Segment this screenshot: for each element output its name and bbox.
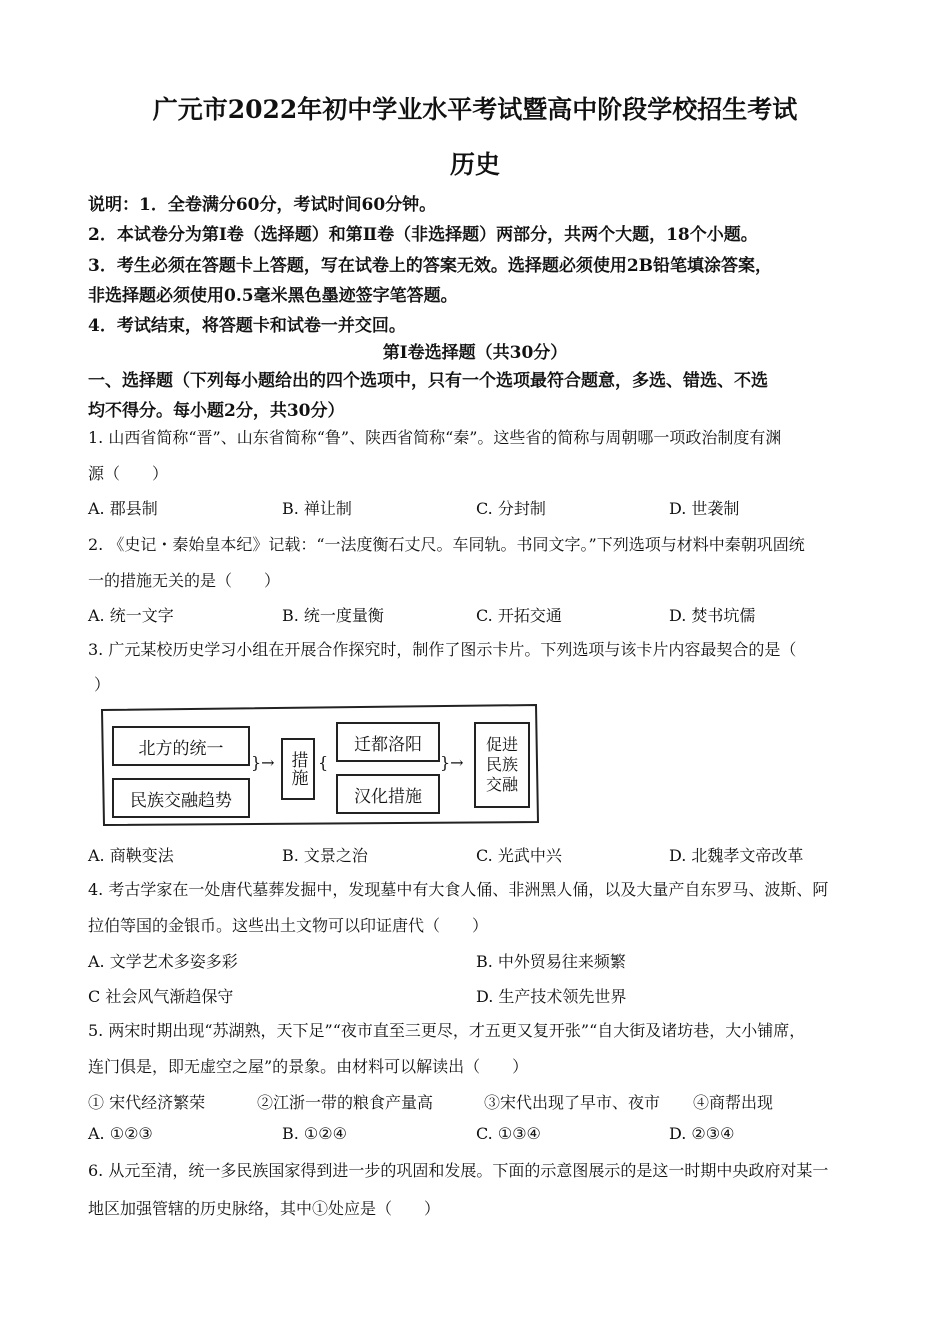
q1-option-b: B. 禅让制 xyxy=(282,499,352,518)
q2-stem-line1: 2. 《史记・秦始皇本纪》记载：“一法度衡石丈尺。车同轨。书同文字。”下列选项与材料中秦朝巩固统 xyxy=(88,535,805,554)
q2-stem-line2: 一的措施无关的是（ ） xyxy=(88,571,281,590)
section-heading-line2: 均不得分。每小题2分，共30分） xyxy=(88,401,345,421)
q6-stem-line1: 6. 从元至清，统一多民族国家得到进一步的巩固和发展。下面的示意图展示的是这一时期中央政府对某一 xyxy=(88,1161,829,1180)
q1-option-a: A. 郡县制 xyxy=(88,499,158,518)
figure-box-move-capital: 迁都洛阳 xyxy=(336,722,440,762)
q3-option-d: D. 北魏孝文帝改革 xyxy=(669,846,804,865)
figure-box-sinicization: 汉化措施 xyxy=(336,774,440,814)
instruction-4: 非选择题必须使用0.5毫米黑色墨迹签字笔答题。 xyxy=(88,286,458,306)
figure-box-measures: 措施 xyxy=(281,738,315,800)
brace-arrow-icon: }→ xyxy=(251,753,275,772)
instruction-1: 说明：1．全卷满分60分，考试时间60分钟。 xyxy=(88,195,437,215)
q4-option-b: B. 中外贸易往来频繁 xyxy=(476,952,626,971)
figure-box-ethnic-trend: 民族交融趋势 xyxy=(112,778,250,818)
q2-option-d: D. 焚书坑儒 xyxy=(669,606,756,625)
q3-stem-line2: ） xyxy=(94,675,111,694)
figure-box-promote-integration: 促进民族交融 xyxy=(474,722,530,808)
instruction-2: 2．本试卷分为第Ⅰ卷（选择题）和第Ⅱ卷（非选择题）两部分，共两个大题，18个小题。 xyxy=(88,225,758,245)
q2-option-c: C. 开拓交通 xyxy=(476,606,562,625)
section-title: 第Ⅰ卷选择题（共30分） xyxy=(382,343,568,363)
brace-arrow-icon: }→ xyxy=(440,753,464,772)
brace-icon: { xyxy=(318,753,329,772)
q3-option-b: B. 文景之治 xyxy=(282,846,368,865)
q3-option-c: C. 光武中兴 xyxy=(476,846,562,865)
q4-option-c: C 社会风气渐趋保守 xyxy=(88,987,234,1006)
q5-item-2: ②江浙一带的粮食产量高 xyxy=(257,1093,434,1112)
q5-option-a: A. ①②③ xyxy=(88,1124,153,1143)
q1-stem-line2: 源（ ） xyxy=(88,464,169,483)
q4-option-d: D. 生产技术领先世界 xyxy=(476,987,627,1006)
q2-option-a: A. 统一文字 xyxy=(88,606,174,625)
q4-stem-line1: 4. 考古学家在一处唐代墓葬发掘中，发现墓中有大食人俑、非洲黑人俑，以及大量产自东罗马、波斯、阿 xyxy=(88,880,829,899)
q3-option-a: A. 商鞅变法 xyxy=(88,846,174,865)
section-heading-line1: 一、选择题（下列每小题给出的四个选项中，只有一个选项最符合题意，多选、错选、不选 xyxy=(88,371,768,391)
q1-stem-line1: 1. 山西省简称“晋”、山东省简称“鲁”、陕西省简称“秦”。这些省的简称与周朝哪一项政治制度有渊 xyxy=(88,428,782,447)
q6-stem-line2: 地区加强管辖的历史脉络，其中①处应是（ ） xyxy=(88,1199,441,1218)
q1-option-d: D. 世袭制 xyxy=(669,499,740,518)
q5-stem-line2: 连门俱是，即无虚空之屋”的景象。由材料可以解读出（ ） xyxy=(88,1057,529,1076)
q5-option-c: C. ①③④ xyxy=(476,1124,541,1143)
instruction-3: 3．考生必须在答题卡上答题，写在试卷上的答案无效。选择题必须使用2B铅笔填涂答案， xyxy=(88,256,773,276)
figure-box-north-unification: 北方的统一 xyxy=(112,726,250,766)
q5-item-3: ③宋代出现了早市、夜市 xyxy=(484,1093,661,1112)
q4-option-a: A. 文学艺术多姿多彩 xyxy=(88,952,238,971)
q5-item-1: ① 宋代经济繁荣 xyxy=(88,1093,206,1112)
q2-option-b: B. 统一度量衡 xyxy=(282,606,384,625)
q3-figure-card xyxy=(100,704,540,826)
q3-stem-line1: 3. 广元某校历史学习小组在开展合作探究时，制作了图示卡片。下列选项与该卡片内容最契合的是（ xyxy=(88,640,797,659)
subject-title: 历史 xyxy=(449,150,500,179)
q1-option-c: C. 分封制 xyxy=(476,499,546,518)
q4-stem-line2: 拉伯等国的金银币。这些出土文物可以印证唐代（ ） xyxy=(88,916,489,935)
q5-option-d: D. ②③④ xyxy=(669,1124,735,1143)
instruction-5: 4．考试结束，将答题卡和试卷一并交回。 xyxy=(88,316,406,336)
q5-item-4: ④商帮出现 xyxy=(693,1093,774,1112)
q5-stem-line1: 5. 两宋时期出现“苏湖熟，天下足”“夜市直至三更尽，才五更又复开张”“自大街及诸坊巷，大小铺席， xyxy=(88,1021,806,1040)
exam-title: 广元市2022年初中学业水平考试暨高中阶段学校招生考试 xyxy=(152,95,798,124)
q5-option-b: B. ①②④ xyxy=(282,1124,347,1143)
